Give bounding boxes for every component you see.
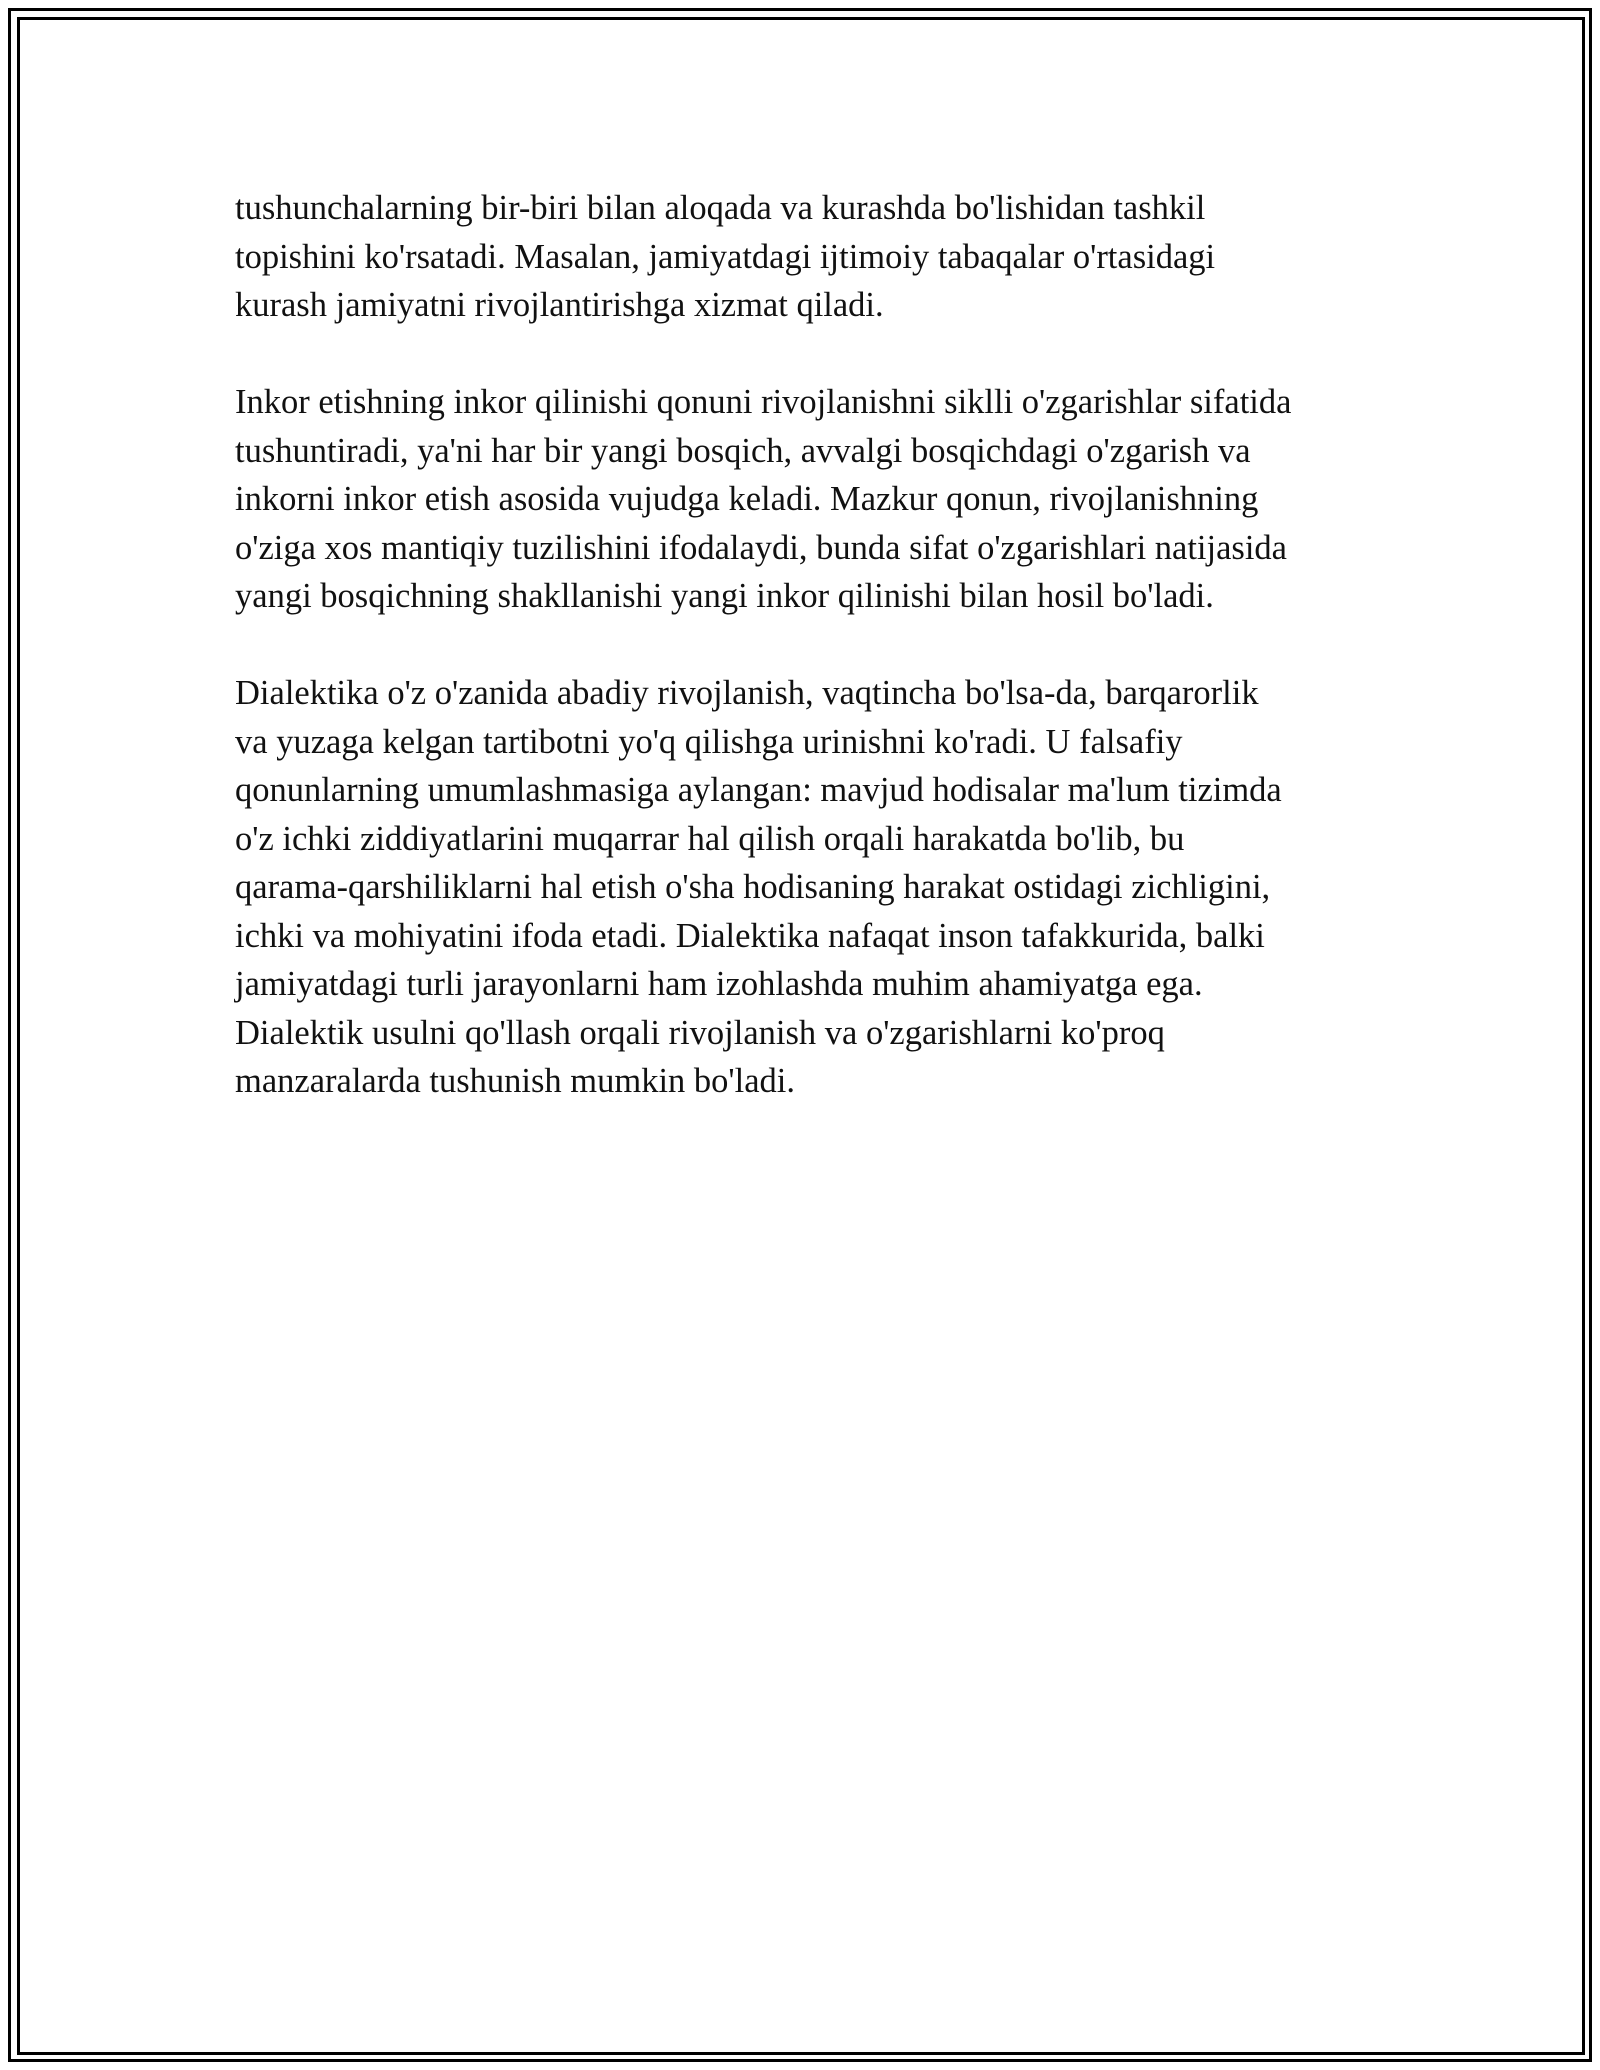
paragraph-2: Inkor etishning inkor qilinishi qonuni rivojlanishni siklli o'zgarishlar sifatida tushuntiradi, ya'ni har bir yangi bosqich, avvalgi bosqichdagi o'zgarish va inkorni inkor etish asosida vujudga keladi. Mazkur qonun, rivojlanishning o'ziga xos mantiqiy tuzilishini ifodalaydi, bunda sifat o'zgarishlari natijasida yangi bosqichning shakllanishi yangi inkor qilinishi bilan hosil bo'ladi. [235,383,1292,615]
paragraph-3: Dialektika o'z o'zanida abadiy rivojlanish, vaqtincha bo'lsa-da, barqarorlik va yuzaga kelgan tartibotni yo'q qilishga urinishni ko'radi. U falsafiy qonunlarning umumlashmasiga aylangan: mavjud hodisalar ma'lum tizimda o'z ichki ziddiyatlarini muqarrar hal qilish orqali harakatda bo'lib, bu qarama-qarshiliklarni hal etish o'sha hodisaning harakat ostidagi zichligini, ichki va mohiyatini ifoda etadi. Dialektika nafaqat inson tafakkurida, balki jamiyatdagi turli jarayonlarni ham izohlashda muhim ahamiyatga ega. Dialektik usulni qo'llash orqali rivojlanish va o'zgarishlarni ko'proq manzaralarda tushunish mumkin bo'ladi. [235,674,1282,1100]
document-body [235,184,1385,1154]
paragraph-1: tushunchalarning bir-biri bilan aloqada va kurashda bo'lishidan tashkil topishini ko'rsatadi. Masalan, jamiyatdagi ijtimoiy tabaqalar o'rtasidagi kurash jamiyatni rivojlantirishga xizmat qiladi. [235,189,1216,324]
